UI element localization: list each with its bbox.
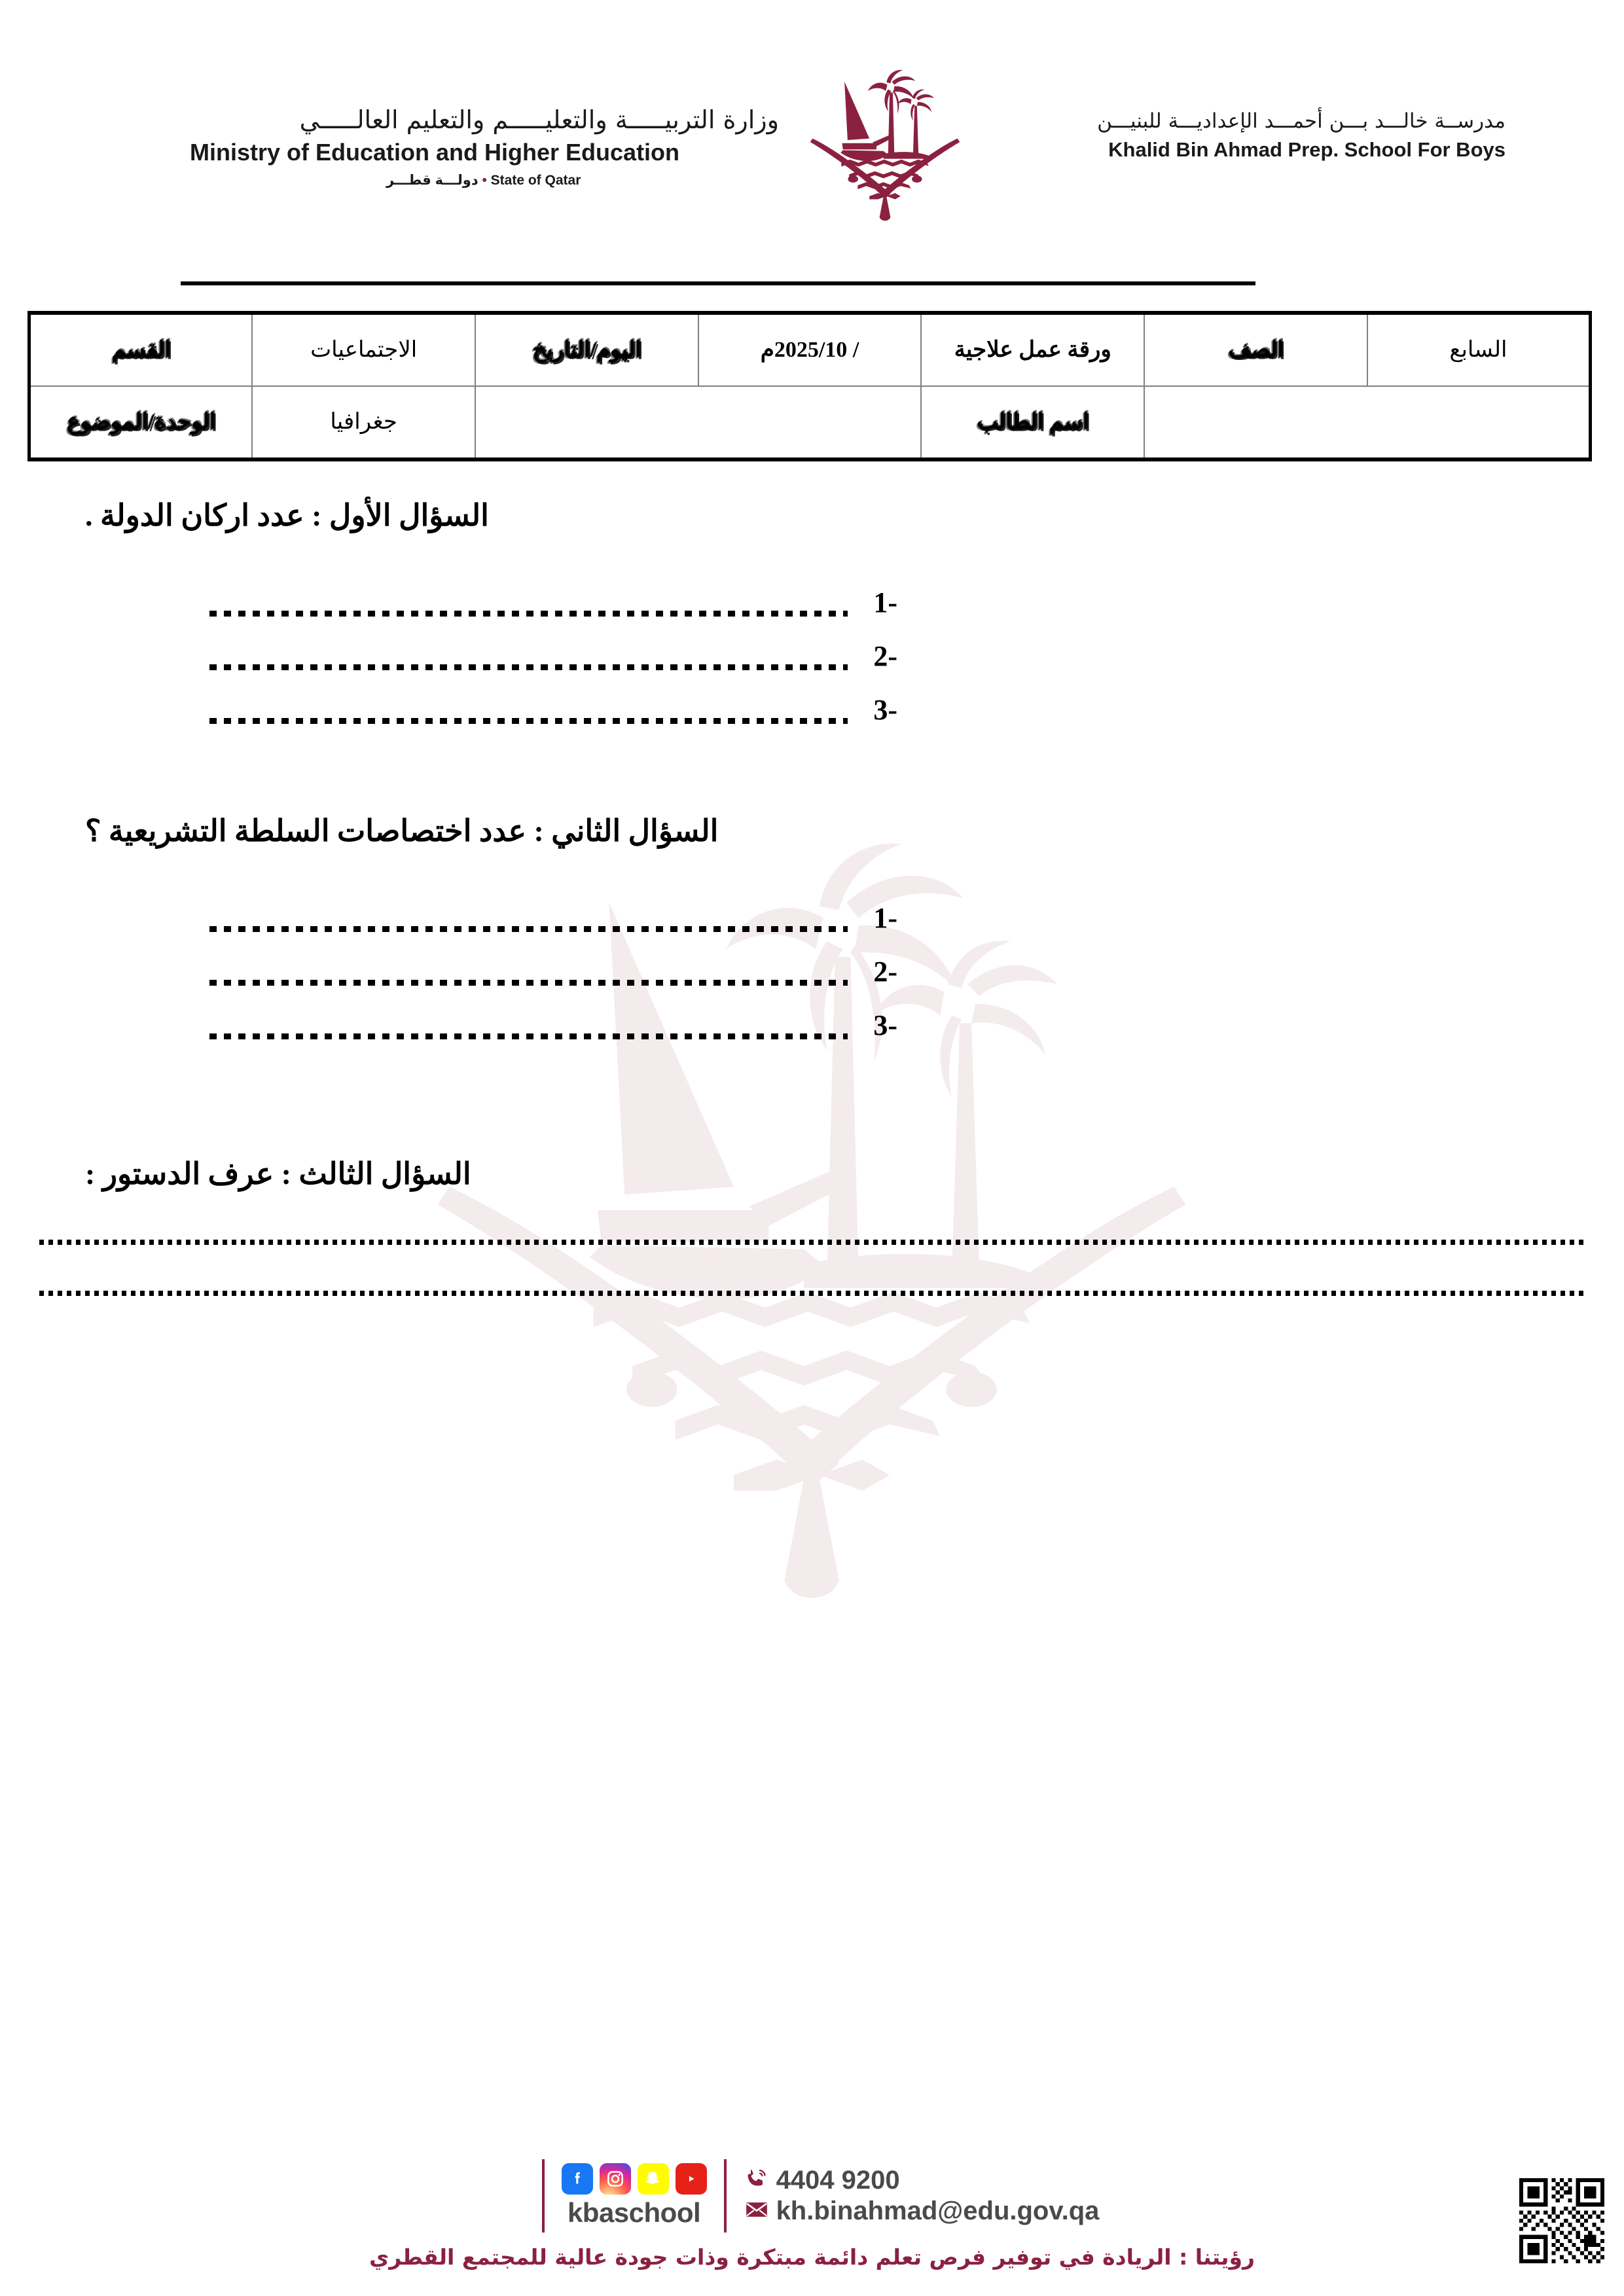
date-value-cell: / 2025/10م bbox=[698, 313, 922, 386]
subject-value-cell: جغرافيا bbox=[252, 386, 475, 459]
phone-number: 4404 9200 bbox=[776, 2166, 900, 2195]
worksheet-type-cell: ورقة عمل علاجية bbox=[921, 313, 1144, 386]
phone-icon bbox=[744, 2166, 770, 2195]
email-line bbox=[744, 2197, 1100, 2226]
question-3-block bbox=[0, 1156, 1624, 1329]
state-name-arabic: دولـــة قطـــر bbox=[386, 172, 478, 188]
instagram-icon[interactable] bbox=[600, 2163, 631, 2195]
answer-dotted-line[interactable] bbox=[209, 596, 848, 622]
answer-line bbox=[0, 1278, 1624, 1329]
social-icon-row bbox=[562, 2163, 707, 2195]
school-identity bbox=[982, 108, 1506, 164]
answer-dotted-line[interactable] bbox=[209, 649, 848, 675]
school-name-arabic: مدرســة خالـــد بـــن أحمـــد الإعداديـــة للبنيـــن bbox=[1097, 109, 1506, 133]
ministry-identity bbox=[190, 105, 779, 188]
youtube-icon[interactable] bbox=[676, 2163, 707, 2195]
answer-number: 1- bbox=[873, 586, 897, 619]
snapchat-icon[interactable] bbox=[638, 2163, 669, 2195]
question-1-block bbox=[0, 497, 1624, 729]
grade-label-cell: الصف bbox=[1144, 313, 1367, 386]
social-handle-label: kbaschool bbox=[567, 2197, 701, 2228]
answer-line bbox=[0, 675, 1624, 729]
worksheet-body bbox=[0, 497, 1624, 1329]
answer-line bbox=[0, 568, 1624, 622]
answer-dotted-line[interactable] bbox=[39, 1227, 1585, 1249]
secondary-blank-cell[interactable] bbox=[475, 386, 921, 459]
header-divider-rule bbox=[181, 281, 1255, 285]
school-vision-statement: رؤيتنا : الريادة في توفير فرص تعلم دائمة مبتكرة وذات جودة عالية للمجتمع القطري bbox=[369, 2244, 1255, 2270]
section-spacer bbox=[0, 729, 1624, 813]
answer-dotted-line[interactable] bbox=[209, 703, 848, 729]
department-label-cell: القسم bbox=[29, 313, 253, 386]
date-label-cell: اليوم/التاريخ bbox=[475, 313, 698, 386]
answer-number: 3- bbox=[873, 694, 897, 726]
page-footer bbox=[0, 2159, 1624, 2270]
section-spacer bbox=[0, 1045, 1624, 1156]
question-2-block bbox=[0, 813, 1624, 1045]
answer-dotted-line[interactable] bbox=[209, 965, 848, 991]
grade-value-cell: السابع bbox=[1367, 313, 1591, 386]
unit-topic-label-cell: الوحدة/الموضوع bbox=[29, 386, 253, 459]
ministry-name-english: Ministry of Education and Higher Education bbox=[190, 138, 680, 166]
page-header bbox=[0, 0, 1624, 249]
answer-line bbox=[0, 1227, 1624, 1278]
answer-line bbox=[0, 991, 1624, 1045]
facebook-icon[interactable] bbox=[562, 2163, 593, 2195]
school-name-english: Khalid Bin Ahmad Prep. School For Boys bbox=[1108, 138, 1506, 162]
answer-line bbox=[0, 937, 1624, 991]
ministry-name-arabic: وزارة التربيـــــة والتعليـــــم والتعليم العالـــــي bbox=[299, 105, 779, 134]
department-value-cell: الاجتماعيات bbox=[252, 313, 475, 386]
state-line bbox=[190, 172, 779, 188]
qatar-state-emblem-icon bbox=[806, 62, 964, 226]
question-2-answers bbox=[0, 884, 1624, 1045]
social-media-group bbox=[562, 2163, 707, 2229]
answer-line bbox=[0, 884, 1624, 937]
worksheet-info-table bbox=[27, 311, 1592, 461]
answer-number: 1- bbox=[873, 902, 897, 934]
footer-divider-left bbox=[542, 2159, 545, 2233]
answer-dotted-line[interactable] bbox=[209, 1018, 848, 1045]
answer-number: 2- bbox=[873, 640, 897, 672]
footer-divider-right bbox=[724, 2159, 727, 2233]
footer-contact-bar bbox=[0, 2159, 1624, 2233]
answer-dotted-line[interactable] bbox=[39, 1278, 1585, 1300]
table-row bbox=[29, 313, 1591, 386]
student-name-blank-cell[interactable] bbox=[1144, 386, 1590, 459]
contact-details-group bbox=[744, 2166, 1100, 2226]
state-separator-dot: • bbox=[482, 172, 487, 188]
answer-number: 3- bbox=[873, 1009, 897, 1041]
student-name-label-cell: اسم الطالب bbox=[921, 386, 1144, 459]
answer-line bbox=[0, 622, 1624, 675]
question-1-answers bbox=[0, 568, 1624, 729]
question-3-text: السؤال الثالث : عرف الدستور : bbox=[85, 1157, 471, 1191]
answer-number: 2- bbox=[873, 956, 897, 988]
table-row bbox=[29, 386, 1591, 459]
question-2-text: السؤال الثاني : عدد اختصاصات السلطة التشريعية ؟ bbox=[85, 814, 719, 848]
phone-line bbox=[744, 2166, 1100, 2195]
qr-code[interactable] bbox=[1519, 2178, 1604, 2263]
question-3-answers bbox=[0, 1227, 1624, 1329]
state-name-english: State of Qatar bbox=[490, 172, 581, 188]
email-address[interactable]: kh.binahmad@edu.gov.qa bbox=[776, 2197, 1100, 2225]
answer-dotted-line[interactable] bbox=[209, 911, 848, 937]
question-1-text: السؤال الأول : عدد اركان الدولة . bbox=[85, 499, 489, 532]
envelope-icon bbox=[744, 2197, 770, 2226]
